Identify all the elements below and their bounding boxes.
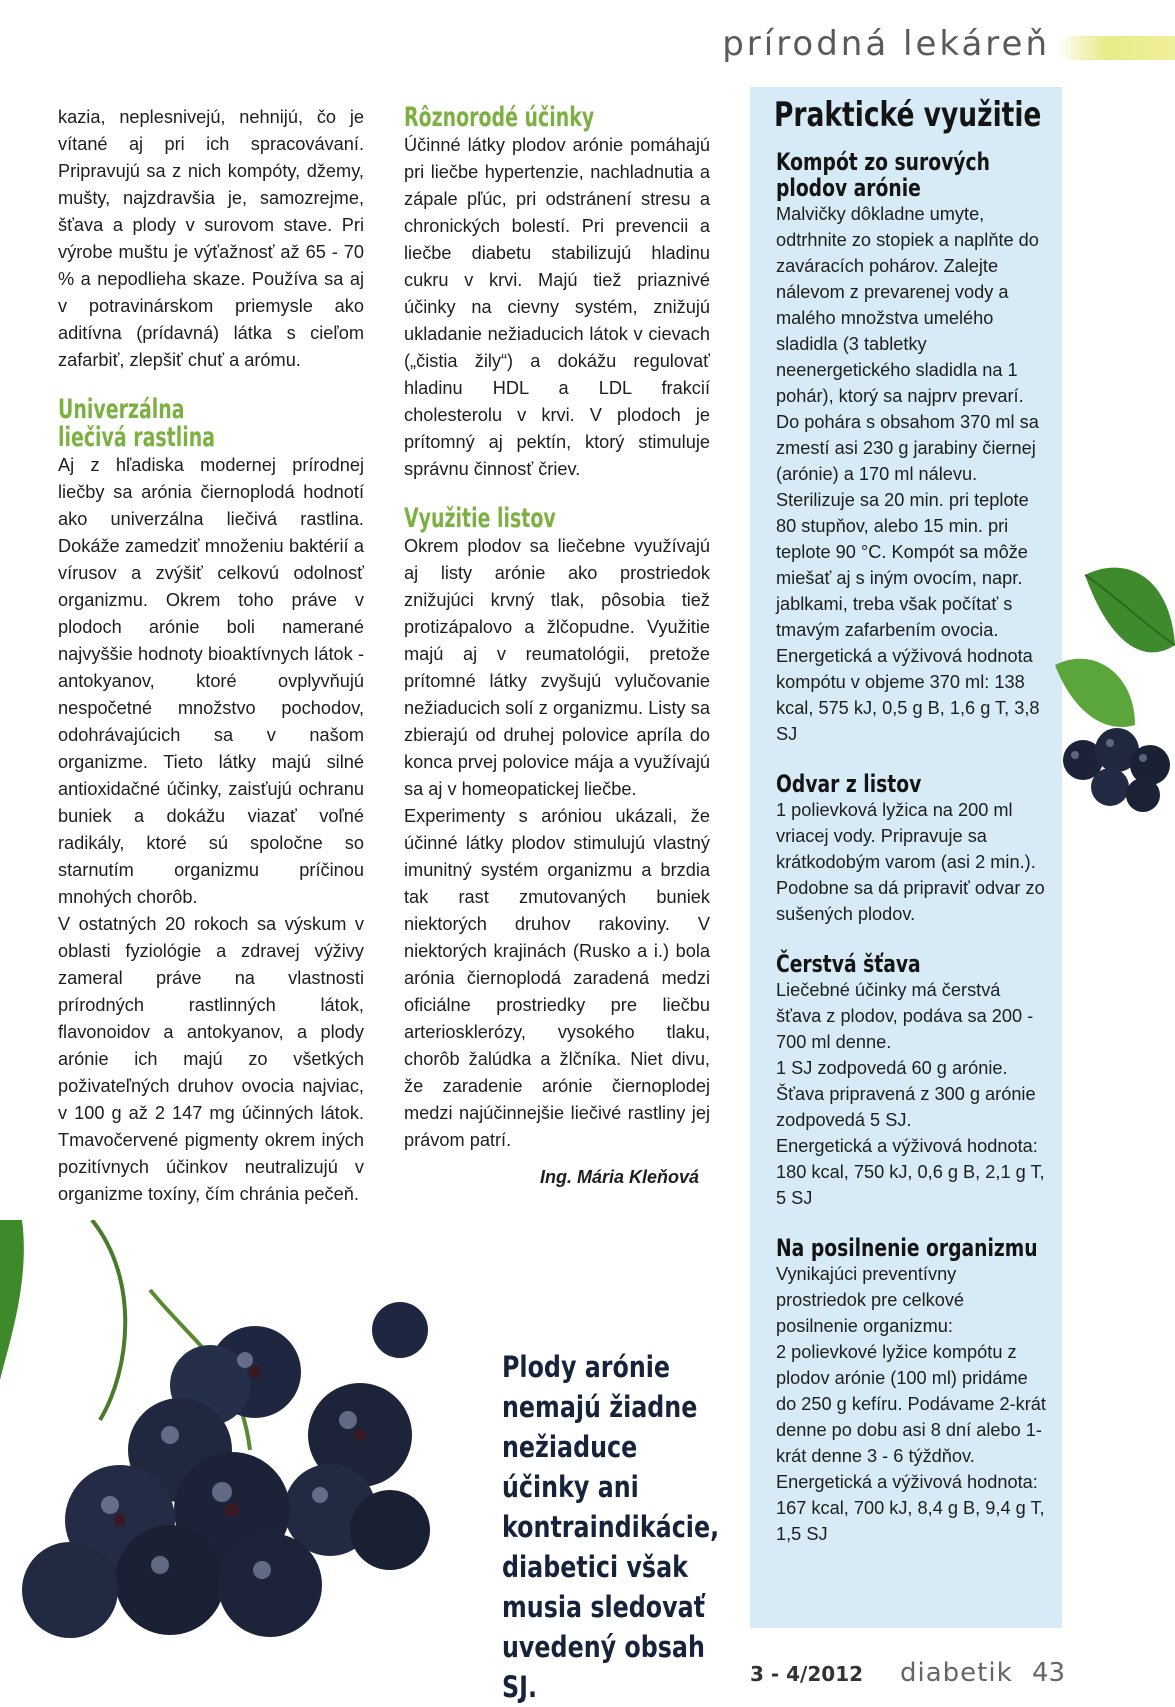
sidebar-section xyxy=(776,1235,1048,1547)
intro-paragraph: kazia, neplesnivejú, nehnijú, čo je vítané aj pri ich spracovávaní. Pripravujú sa z nich kompóty, džemy, mušty, najzdravšia je, samozrejme, šťava a plody v surovom stave. Pri výrobe muštu je výťažnosť až 65 - 70 % a nepodlieha skaze. Používa sa aj v potravinárskom priemysle ako aditívna (prídavná) látka s cieľom zafarbiť, zlepšiť chuť a arómu. xyxy=(58,107,364,370)
page-header xyxy=(700,20,1175,70)
sidebar-section xyxy=(776,149,1048,747)
paragraph: Aj z hľadiska modernej prírodnej liečby sa arónia čiernoplodá hodnotí ako univerzálna liečivá rastlina. Dokáže zamedziť množeniu baktérií a vírusov a zvýšiť celkovú odolnosť organizmu. Okrem toho práve v plodoch arónie boli namerané najvyššie hodnoty bioaktívnych látok - antokyanov, ktoré ovplyvňujú nespočetné množstvo pochodov, odohrávajúcich sa v našom organizme. Tieto látky majú silné antioxidačné účinky, zaisťujú ochranu buniek a dokážu viazať voľné radikály, ktoré sú spoločne so starnutím organizmu príčinou mnohých chorôb. xyxy=(58,455,364,907)
section-heading: Využitie listov xyxy=(404,503,556,534)
column-1 xyxy=(58,104,364,1208)
sidebar-paragraph: 1 polievková lyžica na 200 ml vriacej vody. Pripravuje sa krátkodobým varom (asi 2 min.). Podobne sa dá pripraviť odvar zo sušených plodov. xyxy=(776,800,1045,924)
sidebar-section xyxy=(776,771,1048,927)
sidebar-section-title: Čerstvá šťava xyxy=(776,950,921,978)
paragraph: Experimenty s aróniou ukázali, že účinné látky plodov stimulujú vlastný imunitný systém organizmu a brzdia tak rast zmutovaných buniek niektorých druhov rakoviny. V niektorých krajinách (Rusko a i.) bola arónia čiernoplodá zaradená medzi oficiálne prostriedky pre liečbu arteriosklerózy, vysokého tlaku, chorôb žalúdka a žlčníka. Niet divu, že zaradenie arónie čiernoplodej medzi najúčinnejšie liečivé rastliny jej právom patrí. xyxy=(404,806,710,1150)
sidebar-paragraph: Liečebné účinky má čerstvá šťava z plodov, podáva sa 200 - 700 ml denne. xyxy=(776,980,1034,1052)
sidebar-section-title: Odvar z listov xyxy=(776,770,922,798)
sidebar-paragraph: 2 polievkové lyžice kompótu z plodov arónie (100 ml) pridáme do 250 g kefíru. Podávame 2-krát denne po dobu asi 8 dní alebo 1-krát denne 3 - 6 týždňov. xyxy=(776,1342,1046,1466)
section-heading: Rôznorodé účinky xyxy=(404,102,595,133)
issue-number: 3 - 4/2012 xyxy=(750,1662,864,1686)
section-title: prírodná lekáreň xyxy=(722,24,1050,64)
sidebar-paragraph: Malvičky dôkladne umyte, odtrhnite zo stopiek a naplňte do zaváracích pohárov. Zalejte nálevom z prevarenej vody a malého množstva umelého sladidla (3 tabletky neenergetického sladidla na 1 pohár), ktorý sa najprv prevarí. Do pohára s obsahom 370 ml sa zmestí asi 230 g jarabiny čiernej (arónie) a 170 ml nálevu. Sterilizuje sa 20 min. pri teplote 80 stupňov, alebo 15 min. pri teplote 90 °C. Kompót sa môže miešať aj s iným ovocím, napr. jablkami, treba však počítať s tmavým zafarbením ovocia. xyxy=(776,204,1039,640)
sidebar-paragraph: Energetická a výživová hodnota: 180 kcal, 750 kJ, 0,6 g B, 2,1 g T, 5 SJ xyxy=(776,1136,1045,1208)
sidebar-paragraph: Vynikajúci preventívny prostriedok pre celkové posilnenie organizmu: xyxy=(776,1264,965,1336)
sidebar-section-title: Na posilnenie organizmu xyxy=(776,1234,1038,1262)
sidebar-paragraph: 1 SJ zodpovedá 60 g arónie. Šťava pripravená z 300 g arónie zodpovedá 5 SJ. xyxy=(776,1058,1036,1130)
paragraph: Okrem plodov sa liečebne využívajú aj listy arónie ako prostriedok znižujúci krvný tlak, pôsobia tiež protizápalovo a žlčopudne. Využitie majú aj v reumatológii, pretože prítomné látky zvyšujú vylučovanie nežiaducich solí z organizmu. Listy sa zbierajú od druhej polovice apríla do konca prvej polovice mája a využívajú sa aj v homeopatickej liečbe. xyxy=(404,536,710,799)
sidebar-paragraph: Energetická a výživová hodnota kompótu v objeme 370 ml: 138 kcal, 575 kJ, 0,5 g B, 1,6 g T, 3,8 SJ xyxy=(776,646,1040,744)
section-heading: Univerzálna liečivá rastlina xyxy=(58,394,215,453)
paragraph: Účinné látky plodov arónie pomáhajú pri liečbe hypertenzie, nachladnutia a zápale pľúc, pri odstránení stresu a chronických bolestí. Pri prevencii a liečbe diabetu stabilizujú hladinu cukru v krvi. Majú tiež priaznivé účinky na cievny systém, znižujú ukladanie nežiaducich látok v cievach („čistia žily“) a dokážu regulovať hladinu HDL a LDL frakcií cholesterolu v krvi. V plodoch je prítomný aj pektín, ktorý stimuluje správnu činnosť čriev. xyxy=(404,135,710,479)
author-byline: Ing. Mária Kleňová xyxy=(540,1167,700,1187)
column-2 xyxy=(404,104,710,1154)
aronia-berries-photo xyxy=(0,1220,480,1640)
aronia-leaf-berries-photo xyxy=(1055,555,1175,815)
paragraph: V ostatných 20 rokoch sa výskum v oblasti fyziológie a zdravej výživy zameral práve na vlastnosti prírodných rastlinných látok, flavonoidov a antokyanov, a plody arónie ich majú zo všetkých poživateľných druhov ovocia najviac, v 100 g až 2 147 mg účinných látok. Tmavočervené pigmenty okrem iných pozitívnych účinkov neutralizujú v organizme toxíny, čím chránia pečeň. xyxy=(58,914,364,1204)
practical-use-sidebar xyxy=(750,87,1062,1628)
pull-quote: Plody arónie nemajú žiadne nežiaduce účinky ani kontraindikácie, diabetici však musia sledovať uvedený obsah SJ. xyxy=(502,1350,720,1704)
magazine-name: diabetik xyxy=(900,1658,1013,1688)
page-number: 43 xyxy=(1032,1658,1066,1688)
header-accent-bar xyxy=(1060,36,1175,60)
sidebar-paragraph: Energetická a výživová hodnota: 167 kcal, 700 kJ, 8,4 g B, 9,4 g T, 1,5 SJ xyxy=(776,1472,1045,1544)
sidebar-section xyxy=(776,951,1048,1211)
sidebar-title: Praktické využitie xyxy=(774,95,1042,135)
sidebar-section-title: Kompót zo surových plodov arónie xyxy=(776,148,990,202)
